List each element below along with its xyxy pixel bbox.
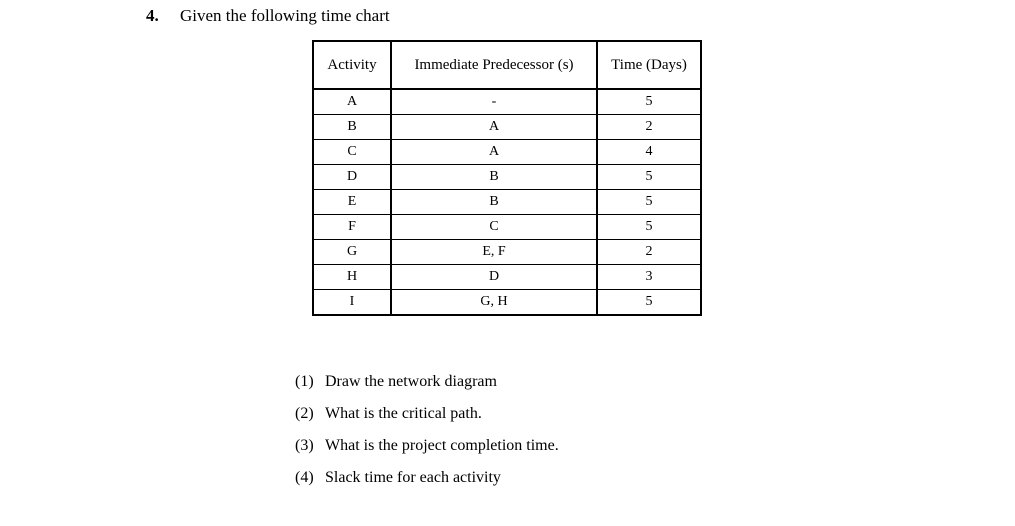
predecessor-cell: C <box>391 215 597 240</box>
table-row <box>313 190 701 215</box>
header-predecessor: Immediate Predecessor (s) <box>391 41 597 89</box>
time-cell: 2 <box>597 115 701 140</box>
sub-question-number: (3) <box>295 437 314 454</box>
predecessor-cell: E, F <box>391 240 597 265</box>
predecessor-cell: D <box>391 265 597 290</box>
activity-cell: B <box>313 115 391 140</box>
time-cell: 5 <box>597 290 701 316</box>
activity-cell: E <box>313 190 391 215</box>
predecessor-cell: - <box>391 89 597 115</box>
sub-question-text: Slack time for each activity <box>325 469 501 486</box>
activity-cell: A <box>313 89 391 115</box>
table-row <box>313 240 701 265</box>
activity-cell: F <box>313 215 391 240</box>
predecessor-cell: A <box>391 140 597 165</box>
time-cell: 5 <box>597 190 701 215</box>
table-header-row <box>313 41 701 89</box>
predecessor-cell: B <box>391 190 597 215</box>
question-prompt: Given the following time chart <box>180 6 390 25</box>
time-cell: 4 <box>597 140 701 165</box>
time-chart-table <box>312 40 702 316</box>
predecessor-cell: G, H <box>391 290 597 316</box>
time-cell: 5 <box>597 89 701 115</box>
activity-cell: H <box>313 265 391 290</box>
time-cell: 5 <box>597 165 701 190</box>
activity-cell: D <box>313 165 391 190</box>
sub-question-4 <box>295 468 559 500</box>
sub-question-number: (2) <box>295 405 314 422</box>
predecessor-cell: A <box>391 115 597 140</box>
time-cell: 5 <box>597 215 701 240</box>
table-row <box>313 265 701 290</box>
table-row <box>313 115 701 140</box>
header-activity: Activity <box>313 41 391 89</box>
table-row <box>313 89 701 115</box>
sub-question-text: What is the critical path. <box>325 405 482 422</box>
table-row <box>313 140 701 165</box>
sub-question-text: Draw the network diagram <box>325 373 497 390</box>
sub-question-number: (4) <box>295 469 314 486</box>
header-time: Time (Days) <box>597 41 701 89</box>
sub-question-3 <box>295 436 559 468</box>
sub-question-list <box>295 372 559 500</box>
question-heading <box>146 6 390 26</box>
activity-cell: I <box>313 290 391 316</box>
table-row <box>313 215 701 240</box>
sub-question-text: What is the project completion time. <box>325 437 559 454</box>
table-row <box>313 290 701 316</box>
sub-question-2 <box>295 404 559 436</box>
activity-cell: C <box>313 140 391 165</box>
time-cell: 3 <box>597 265 701 290</box>
sub-question-number: (1) <box>295 373 314 390</box>
question-number: 4. <box>146 6 159 25</box>
activity-cell: G <box>313 240 391 265</box>
predecessor-cell: B <box>391 165 597 190</box>
time-cell: 2 <box>597 240 701 265</box>
table-row <box>313 165 701 190</box>
sub-question-1 <box>295 372 559 404</box>
